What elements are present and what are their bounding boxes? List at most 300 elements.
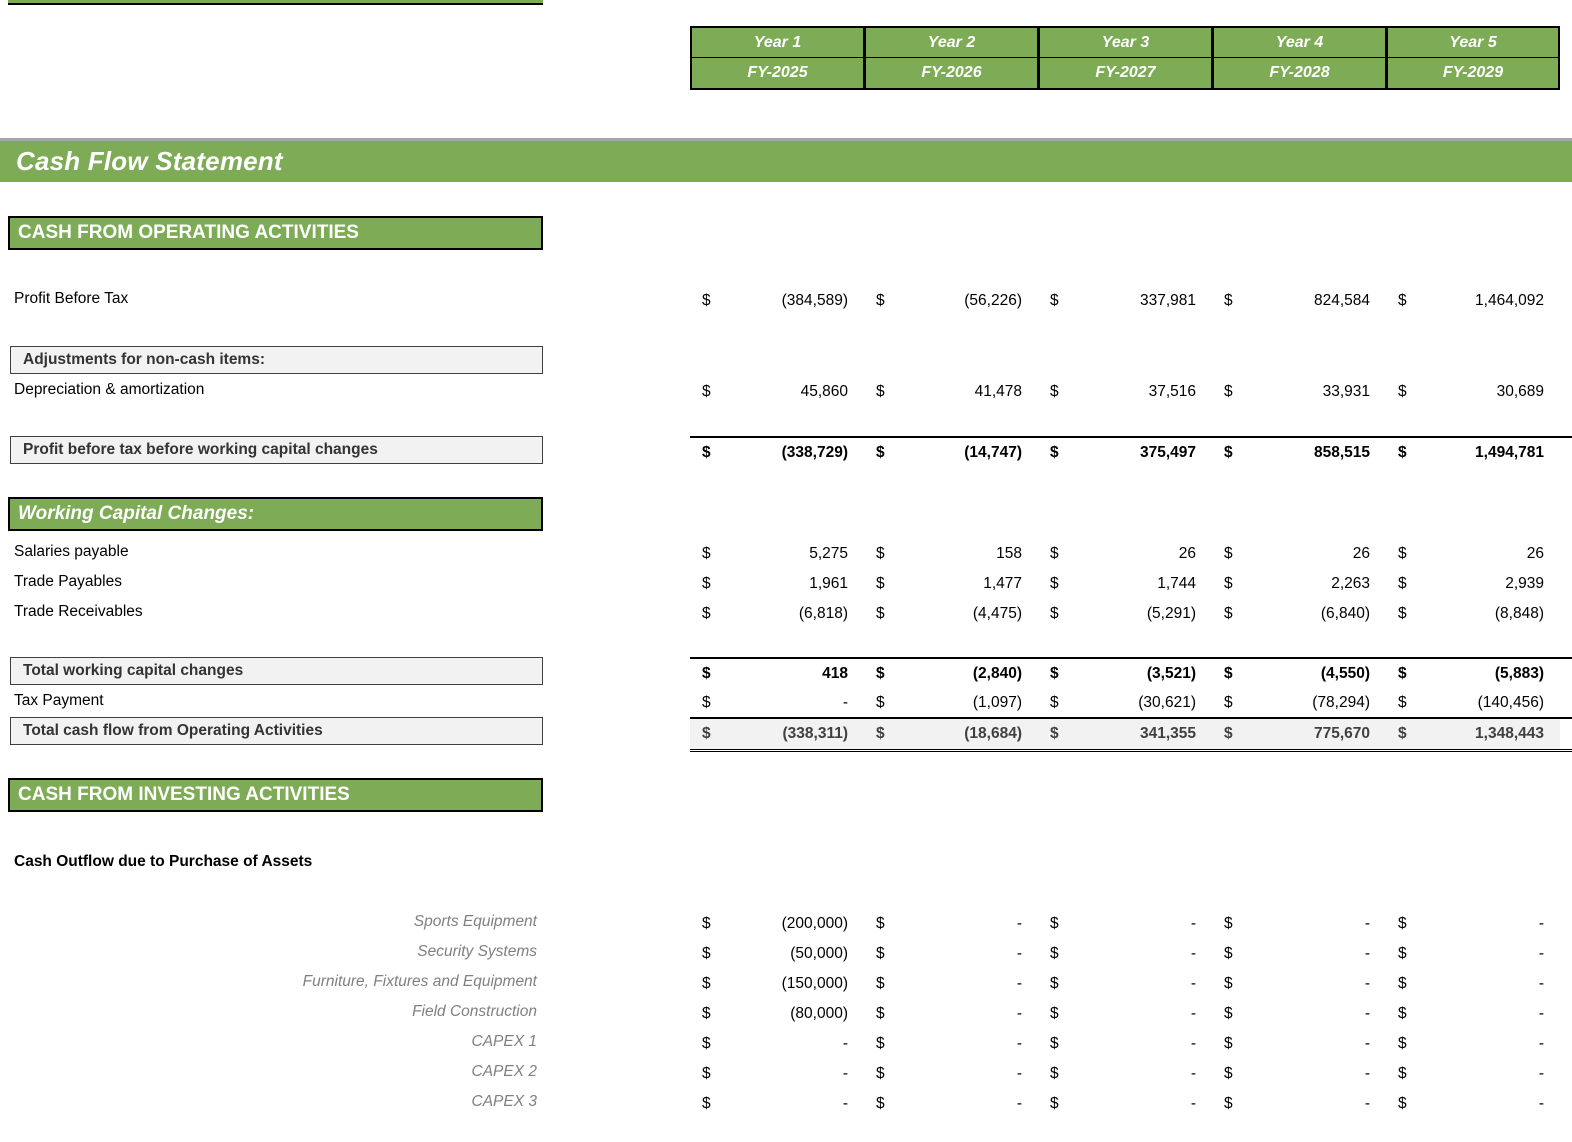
- currency-symbol: $: [876, 1035, 885, 1052]
- cell-value: (5,291): [1146, 605, 1196, 622]
- cell-value: (18,684): [964, 725, 1022, 742]
- value-cell: [1038, 939, 1212, 969]
- cell-value: -: [842, 1095, 848, 1112]
- cell-value: -: [842, 694, 848, 711]
- cell-value: (384,589): [781, 292, 848, 309]
- currency-symbol: $: [1398, 383, 1407, 400]
- value-cell: [1038, 599, 1212, 629]
- currency-symbol: $: [1398, 1095, 1407, 1112]
- currency-symbol: $: [1398, 1005, 1407, 1022]
- row-label-capex3: CAPEX 3: [471, 1093, 537, 1110]
- currency-symbol: $: [1224, 605, 1233, 622]
- row-values-furniture: [690, 969, 1572, 999]
- cell-value: -: [1016, 915, 1022, 932]
- currency-symbol: $: [1224, 383, 1233, 400]
- currency-symbol: $: [1050, 575, 1059, 592]
- cell-value: 1,494,781: [1475, 444, 1544, 461]
- currency-symbol: $: [702, 1035, 711, 1052]
- row-label-profit-before-tax: Profit Before Tax: [14, 290, 129, 307]
- cell-value: (1,097): [972, 694, 1022, 711]
- value-cell: [1386, 1059, 1560, 1089]
- currency-symbol: $: [702, 915, 711, 932]
- value-cell: [1212, 539, 1386, 569]
- currency-symbol: $: [1224, 545, 1233, 562]
- value-cell: [1038, 688, 1212, 718]
- value-cell: [864, 659, 1038, 689]
- value-cell: [864, 939, 1038, 969]
- value-cell: [864, 909, 1038, 939]
- value-cell: [1386, 969, 1560, 999]
- row-label-total-operating-text: Total cash flow from Operating Activities: [23, 722, 323, 739]
- currency-symbol: $: [1398, 575, 1407, 592]
- value-cell: [1038, 569, 1212, 599]
- currency-symbol: $: [702, 725, 711, 742]
- value-cell: [1038, 969, 1212, 999]
- currency-symbol: $: [1398, 665, 1407, 682]
- cell-value: -: [842, 1065, 848, 1082]
- value-cell: [1212, 659, 1386, 689]
- value-cell: [864, 688, 1038, 718]
- value-cell: [690, 599, 864, 629]
- year-header-row: [690, 26, 1560, 90]
- row-label-cash-outflow-assets: Cash Outflow due to Purchase of Assets: [14, 853, 313, 870]
- year-label-4: Year 4: [1212, 26, 1386, 58]
- cell-value: -: [1538, 945, 1544, 962]
- row-label-trade-receivables: Trade Receivables: [14, 603, 143, 620]
- cell-value: 158: [996, 545, 1022, 562]
- value-cell: [1212, 1089, 1386, 1119]
- cell-value: 824,584: [1313, 292, 1370, 309]
- cell-value: 37,516: [1148, 383, 1196, 400]
- cell-value: (200,000): [781, 915, 848, 932]
- currency-symbol: $: [1224, 1095, 1233, 1112]
- currency-symbol: $: [876, 975, 885, 992]
- value-cell: [1386, 286, 1560, 316]
- row-values-trade-payables: [690, 569, 1572, 599]
- value-cell: [864, 438, 1038, 468]
- row-values-capex1: [690, 1029, 1572, 1059]
- cell-value: -: [1190, 975, 1196, 992]
- value-cell: [864, 969, 1038, 999]
- currency-symbol: $: [1050, 915, 1059, 932]
- currency-symbol: $: [1224, 725, 1233, 742]
- cell-value: -: [1190, 945, 1196, 962]
- value-cell: [1386, 1029, 1560, 1059]
- currency-symbol: $: [876, 575, 885, 592]
- currency-symbol: $: [702, 1065, 711, 1082]
- value-cell: [1212, 909, 1386, 939]
- value-cell: [1386, 569, 1560, 599]
- currency-symbol: $: [876, 605, 885, 622]
- currency-symbol: $: [1050, 665, 1059, 682]
- page-title: Cash Flow Statement: [16, 146, 283, 176]
- cell-value: (6,818): [798, 605, 848, 622]
- cell-value: -: [1016, 1095, 1022, 1112]
- row-label-depreciation: Depreciation & amortization: [14, 381, 205, 398]
- section-header-investing-label: CASH FROM INVESTING ACTIVITIES: [18, 784, 350, 805]
- value-cell: [864, 999, 1038, 1029]
- currency-symbol: $: [1398, 694, 1407, 711]
- value-cell: [1212, 438, 1386, 468]
- cell-value: 26: [1352, 545, 1370, 562]
- row-values-field-construction: [690, 999, 1572, 1029]
- currency-symbol: $: [876, 383, 885, 400]
- value-cell: [864, 599, 1038, 629]
- fiscal-year-label-1: FY-2025: [690, 58, 864, 90]
- currency-symbol: $: [876, 1095, 885, 1112]
- value-cell: [690, 999, 864, 1029]
- currency-symbol: $: [1050, 605, 1059, 622]
- value-cell: [1038, 1029, 1212, 1059]
- cell-value: 33,931: [1322, 383, 1370, 400]
- value-cell: [1212, 286, 1386, 316]
- value-cell: [690, 939, 864, 969]
- cell-value: -: [1538, 975, 1544, 992]
- cell-value: -: [1538, 1065, 1544, 1082]
- value-cell: [1038, 1089, 1212, 1119]
- value-cell: [1212, 999, 1386, 1029]
- row-values-security-systems: [690, 939, 1572, 969]
- currency-symbol: $: [1224, 444, 1233, 461]
- currency-symbol: $: [702, 1005, 711, 1022]
- row-label-total-operating: [10, 717, 543, 745]
- cell-value: 418: [822, 665, 848, 682]
- row-label-total-wc-changes-text: Total working capital changes: [23, 662, 244, 679]
- cell-value: (3,521): [1146, 665, 1196, 682]
- value-cell: [1038, 539, 1212, 569]
- cell-value: 1,464,092: [1475, 292, 1544, 309]
- value-cell: [1038, 719, 1212, 749]
- cell-value: -: [1190, 1065, 1196, 1082]
- currency-symbol: $: [1224, 975, 1233, 992]
- currency-symbol: $: [1050, 545, 1059, 562]
- currency-symbol: $: [1398, 945, 1407, 962]
- row-values-total-wc-changes: [690, 657, 1572, 689]
- cell-value: 1,477: [983, 575, 1022, 592]
- value-cell: [1212, 599, 1386, 629]
- cell-value: 2,263: [1331, 575, 1370, 592]
- cell-value: -: [1364, 1065, 1370, 1082]
- year-label-5: Year 5: [1386, 26, 1560, 58]
- currency-symbol: $: [1050, 975, 1059, 992]
- value-cell: [690, 719, 864, 749]
- value-cell: [1212, 719, 1386, 749]
- row-values-capex3: [690, 1089, 1572, 1119]
- currency-symbol: $: [702, 444, 711, 461]
- currency-symbol: $: [1398, 975, 1407, 992]
- value-cell: [864, 1029, 1038, 1059]
- value-cell: [864, 719, 1038, 749]
- cell-value: 858,515: [1313, 444, 1370, 461]
- cell-value: (150,000): [781, 975, 848, 992]
- value-cell: [690, 688, 864, 718]
- currency-symbol: $: [1398, 725, 1407, 742]
- row-label-tax-payment: Tax Payment: [14, 692, 104, 709]
- currency-symbol: $: [1050, 444, 1059, 461]
- currency-symbol: $: [876, 1005, 885, 1022]
- statement-title-band: [0, 138, 1572, 182]
- value-cell: [1386, 909, 1560, 939]
- cell-value: 1,744: [1157, 575, 1196, 592]
- fiscal-year-label-2: FY-2026: [864, 58, 1038, 90]
- year-column-1: [690, 26, 864, 90]
- value-cell: [690, 969, 864, 999]
- section-header-investing: [8, 778, 543, 812]
- value-cell: [690, 569, 864, 599]
- currency-symbol: $: [1050, 694, 1059, 711]
- currency-symbol: $: [1398, 292, 1407, 309]
- currency-symbol: $: [1050, 1065, 1059, 1082]
- cell-value: -: [1364, 975, 1370, 992]
- cell-value: (6,840): [1320, 605, 1370, 622]
- cell-value: 26: [1178, 545, 1196, 562]
- year-column-3: [1038, 26, 1212, 90]
- cell-value: -: [1016, 1035, 1022, 1052]
- value-cell: [1212, 377, 1386, 407]
- row-values-pbt-before-wc: [690, 436, 1572, 468]
- cell-value: 1,961: [809, 575, 848, 592]
- value-cell: [1386, 999, 1560, 1029]
- cell-value: -: [1190, 1035, 1196, 1052]
- row-label-capex1: CAPEX 1: [471, 1033, 537, 1050]
- cell-value: 30,689: [1496, 383, 1544, 400]
- row-values-trade-receivables: [690, 599, 1572, 629]
- section-header-operating: [8, 216, 543, 250]
- cell-value: (8,848): [1494, 605, 1544, 622]
- value-cell: [864, 286, 1038, 316]
- currency-symbol: $: [876, 725, 885, 742]
- section-header-working-capital: [8, 497, 543, 531]
- currency-symbol: $: [702, 975, 711, 992]
- value-cell: [864, 569, 1038, 599]
- currency-symbol: $: [1398, 1065, 1407, 1082]
- currency-symbol: $: [1224, 665, 1233, 682]
- fiscal-year-label-4: FY-2028: [1212, 58, 1386, 90]
- currency-symbol: $: [1224, 945, 1233, 962]
- cell-value: (30,621): [1138, 694, 1196, 711]
- value-cell: [690, 438, 864, 468]
- value-cell: [1386, 438, 1560, 468]
- currency-symbol: $: [876, 292, 885, 309]
- row-values-sports-equipment: [690, 909, 1572, 939]
- value-cell: [1212, 569, 1386, 599]
- row-label-trade-payables: Trade Payables: [14, 573, 122, 590]
- row-label-pbt-before-wc-text: Profit before tax before working capital changes: [23, 441, 378, 458]
- row-label-field-construction: Field Construction: [412, 1003, 537, 1020]
- value-cell: [1212, 969, 1386, 999]
- value-cell: [690, 286, 864, 316]
- currency-symbol: $: [1398, 545, 1407, 562]
- cell-value: 2,939: [1505, 575, 1544, 592]
- cell-value: -: [1190, 1095, 1196, 1112]
- value-cell: [1038, 1059, 1212, 1089]
- value-cell: [690, 1089, 864, 1119]
- cell-value: -: [1538, 1095, 1544, 1112]
- year-label-1: Year 1: [690, 26, 864, 58]
- currency-symbol: $: [1050, 725, 1059, 742]
- cell-value: (78,294): [1312, 694, 1370, 711]
- cell-value: 337,981: [1139, 292, 1196, 309]
- cell-value: 341,355: [1139, 725, 1196, 742]
- year-label-2: Year 2: [864, 26, 1038, 58]
- currency-symbol: $: [1224, 694, 1233, 711]
- value-cell: [690, 1059, 864, 1089]
- cell-value: -: [1016, 945, 1022, 962]
- value-cell: [690, 539, 864, 569]
- value-cell: [1386, 719, 1560, 749]
- value-cell: [864, 377, 1038, 407]
- row-label-security-systems: Security Systems: [417, 943, 537, 960]
- currency-symbol: $: [1224, 1035, 1233, 1052]
- cell-value: -: [1364, 1095, 1370, 1112]
- value-cell: [690, 1029, 864, 1059]
- year-column-2: [864, 26, 1038, 90]
- value-cell: [1212, 1059, 1386, 1089]
- cell-value: -: [1538, 1005, 1544, 1022]
- cell-value: (56,226): [964, 292, 1022, 309]
- currency-symbol: $: [876, 945, 885, 962]
- value-cell: [1038, 438, 1212, 468]
- cell-value: 5,275: [809, 545, 848, 562]
- currency-symbol: $: [702, 545, 711, 562]
- currency-symbol: $: [1398, 1035, 1407, 1052]
- cell-value: (338,729): [781, 444, 848, 461]
- currency-symbol: $: [1398, 444, 1407, 461]
- cell-value: 1,348,443: [1475, 725, 1544, 742]
- cell-value: (2,840): [972, 665, 1022, 682]
- row-values-depreciation: [690, 377, 1572, 407]
- cell-value: -: [1538, 915, 1544, 932]
- currency-symbol: $: [1050, 945, 1059, 962]
- cell-value: -: [1190, 915, 1196, 932]
- currency-symbol: $: [1398, 605, 1407, 622]
- value-cell: [1386, 688, 1560, 718]
- row-label-furniture: Furniture, Fixtures and Equipment: [302, 973, 537, 990]
- value-cell: [864, 1089, 1038, 1119]
- row-values-profit-before-tax: [690, 286, 1572, 316]
- section-header-working-capital-label: Working Capital Changes:: [18, 503, 255, 524]
- row-label-adjustments-text: Adjustments for non-cash items:: [23, 351, 265, 368]
- value-cell: [1212, 688, 1386, 718]
- cell-value: 375,497: [1139, 444, 1196, 461]
- fiscal-year-label-5: FY-2029: [1386, 58, 1560, 90]
- value-cell: [1386, 377, 1560, 407]
- cell-value: (5,883): [1494, 665, 1544, 682]
- cell-value: -: [1538, 1035, 1544, 1052]
- cell-value: 41,478: [974, 383, 1022, 400]
- value-cell: [1386, 1089, 1560, 1119]
- cell-value: -: [1190, 1005, 1196, 1022]
- cell-value: (80,000): [790, 1005, 848, 1022]
- cell-value: -: [1364, 915, 1370, 932]
- currency-symbol: $: [702, 665, 711, 682]
- cell-value: -: [1364, 945, 1370, 962]
- currency-symbol: $: [1050, 1095, 1059, 1112]
- clipped-green-bar-above: [8, 0, 543, 5]
- value-cell: [690, 377, 864, 407]
- currency-symbol: $: [876, 694, 885, 711]
- currency-symbol: $: [1224, 1005, 1233, 1022]
- value-cell: [1386, 659, 1560, 689]
- fiscal-year-label-3: FY-2027: [1038, 58, 1212, 90]
- year-column-4: [1212, 26, 1386, 90]
- year-label-3: Year 3: [1038, 26, 1212, 58]
- cell-value: -: [1016, 1005, 1022, 1022]
- value-cell: [864, 539, 1038, 569]
- currency-symbol: $: [876, 545, 885, 562]
- value-cell: [1038, 999, 1212, 1029]
- currency-symbol: $: [1050, 1005, 1059, 1022]
- cell-value: (4,475): [972, 605, 1022, 622]
- currency-symbol: $: [1398, 915, 1407, 932]
- cell-value: -: [1364, 1005, 1370, 1022]
- row-label-pbt-before-wc: [10, 436, 543, 464]
- currency-symbol: $: [702, 945, 711, 962]
- value-cell: [690, 909, 864, 939]
- cell-value: (50,000): [790, 945, 848, 962]
- currency-symbol: $: [702, 292, 711, 309]
- value-cell: [1038, 909, 1212, 939]
- row-label-total-wc-changes: [10, 657, 543, 685]
- section-header-operating-label: CASH FROM OPERATING ACTIVITIES: [18, 222, 359, 243]
- row-values-salaries-payable: [690, 539, 1572, 569]
- value-cell: [1386, 939, 1560, 969]
- currency-symbol: $: [1224, 915, 1233, 932]
- currency-symbol: $: [876, 444, 885, 461]
- currency-symbol: $: [1050, 383, 1059, 400]
- value-cell: [1038, 659, 1212, 689]
- currency-symbol: $: [702, 605, 711, 622]
- value-cell: [1386, 599, 1560, 629]
- currency-symbol: $: [702, 694, 711, 711]
- cell-value: -: [1016, 1065, 1022, 1082]
- value-cell: [1212, 1029, 1386, 1059]
- currency-symbol: $: [702, 1095, 711, 1112]
- row-label-sports-equipment: Sports Equipment: [413, 913, 537, 930]
- row-label-adjustments: [10, 346, 543, 374]
- value-cell: [1038, 286, 1212, 316]
- currency-symbol: $: [1050, 1035, 1059, 1052]
- row-values-capex2: [690, 1059, 1572, 1089]
- currency-symbol: $: [702, 575, 711, 592]
- row-values-tax-payment: [690, 688, 1572, 718]
- cell-value: 26: [1526, 545, 1544, 562]
- cell-value: -: [1016, 975, 1022, 992]
- currency-symbol: $: [1050, 292, 1059, 309]
- currency-symbol: $: [702, 383, 711, 400]
- cell-value: 45,860: [800, 383, 848, 400]
- currency-symbol: $: [876, 1065, 885, 1082]
- cell-value: (14,747): [964, 444, 1022, 461]
- currency-symbol: $: [1224, 1065, 1233, 1082]
- currency-symbol: $: [1224, 292, 1233, 309]
- currency-symbol: $: [876, 665, 885, 682]
- row-values-total-operating: [690, 717, 1572, 752]
- cell-value: -: [842, 1035, 848, 1052]
- row-label-salaries-payable: Salaries payable: [14, 543, 129, 560]
- value-cell: [1212, 939, 1386, 969]
- row-label-capex2: CAPEX 2: [471, 1063, 537, 1080]
- cell-value: -: [1364, 1035, 1370, 1052]
- currency-symbol: $: [876, 915, 885, 932]
- value-cell: [690, 659, 864, 689]
- cell-value: (4,550): [1320, 665, 1370, 682]
- value-cell: [1038, 377, 1212, 407]
- cell-value: (338,311): [782, 725, 848, 742]
- cell-value: 775,670: [1313, 725, 1370, 742]
- cell-value: (140,456): [1477, 694, 1544, 711]
- value-cell: [864, 1059, 1038, 1089]
